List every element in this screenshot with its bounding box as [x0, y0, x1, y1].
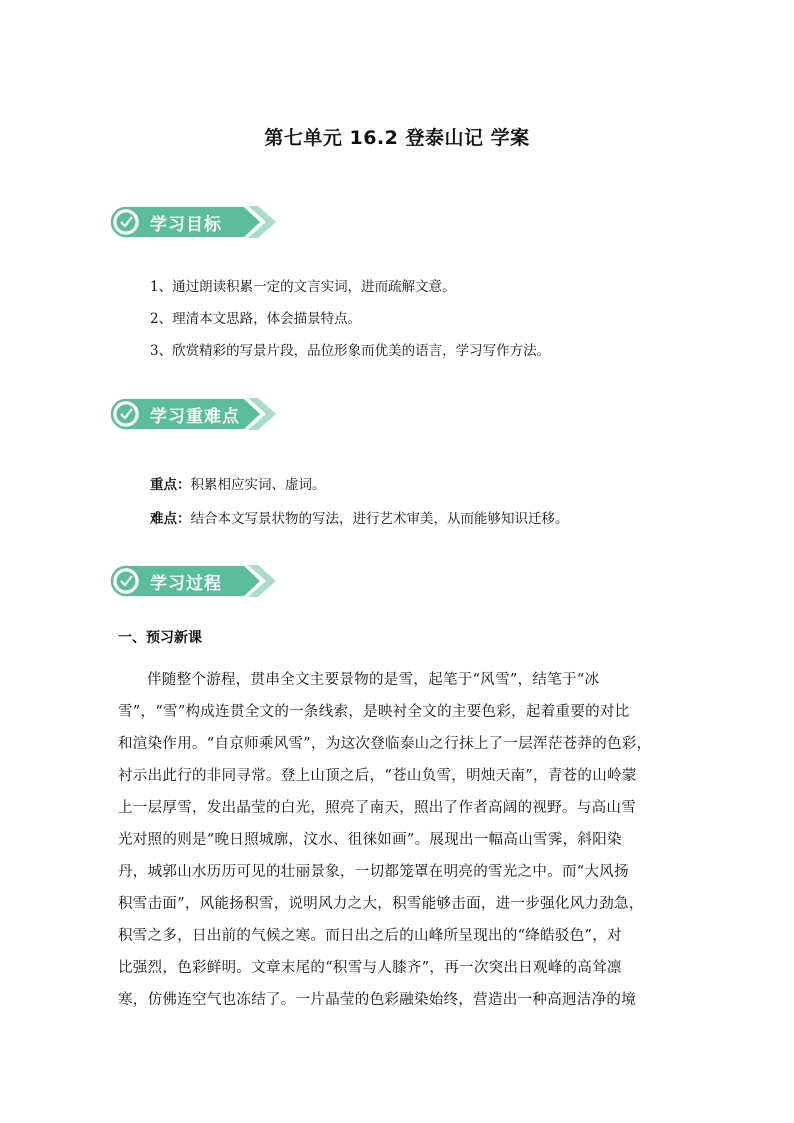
- key-label: 重点：: [150, 477, 191, 493]
- paragraph-line: 积雪击面”，风能扬积雪，说明风力之大，积雪能够击面，进一步强化风力劲急，: [118, 896, 644, 912]
- paragraph-line: 比强烈，色彩鲜明。文章末尾的“积雪与人膝齐”，再一次突出日观峰的高耸凛: [118, 960, 622, 976]
- difficulty-label: 难点：: [150, 511, 191, 527]
- banner-label: 学习过程: [150, 574, 222, 594]
- paragraph-line: 寒，仿佛连空气也冻结了。一片晶莹的色彩融染始终，营造出一种高迥洁净的境: [118, 992, 636, 1008]
- paragraph-line: 和渲染作用。“自京师乘风雪”，为这次登临泰山之行抹上了一层浑茫苍莽的色彩，: [118, 736, 652, 752]
- section-banner-keypoints: [108, 396, 278, 432]
- key-point-line: [150, 473, 326, 493]
- difficulty-line: [150, 507, 569, 527]
- paragraph-line: 光对照的则是“晚日照城廓，汶水、徂徕如画”。展现出一幅高山雪霁，斜阳染: [118, 832, 622, 848]
- section-banner-process: [108, 563, 278, 599]
- paragraph-line: 积雪之多，日出前的气候之寒。而日出之后的山峰所呈现出的“绛皓驳色”，对: [118, 928, 622, 944]
- paragraph-line: 衬示出此行的非同寻常。登上山顶之后，“苍山负雪，明烛天南”，青苍的山岭蒙: [118, 768, 637, 784]
- subsection-heading: 一、预习新课: [118, 630, 202, 646]
- page-title: 第七单元 16.2 登泰山记 学案: [264, 127, 530, 149]
- paragraph-line: 伴随整个游程，贯串全文主要景物的是雪，起笔于“风雪”，结笔于“冰: [147, 672, 600, 688]
- paragraph-line: 上一层厚雪，发出晶莹的白光，照亮了南天，照出了作者高阔的视野。与高山雪: [118, 800, 636, 816]
- key-text: 积累相应实词、虚词。: [190, 477, 326, 493]
- objective-item: 3、欣赏精彩的写景片段，品位形象而优美的语言，学习写作方法。: [150, 343, 551, 359]
- paragraph-line: 雪”，“雪”构成连贯全文的一条线索，是映衬全文的主要色彩，起着重要的对比: [118, 704, 630, 720]
- banner-label: 学习目标: [150, 215, 222, 235]
- difficulty-text: 结合本文写景状物的写法，进行艺术审美，从而能够知识迁移。: [190, 511, 569, 527]
- banner-label: 学习重难点: [150, 407, 240, 427]
- objective-item: 2、理清本文思路，体会描景特点。: [150, 311, 362, 327]
- paragraph-line: 丹，城郭山水历历可见的壮丽景象，一切都笼罩在明亮的雪光之中。而“大风扬: [118, 864, 629, 880]
- section-banner-objectives: [108, 204, 278, 240]
- body-paragraph: [118, 664, 676, 1016]
- objective-item: 1、通过朗读积累一定的文言实词，进而疏解文意。: [150, 279, 456, 295]
